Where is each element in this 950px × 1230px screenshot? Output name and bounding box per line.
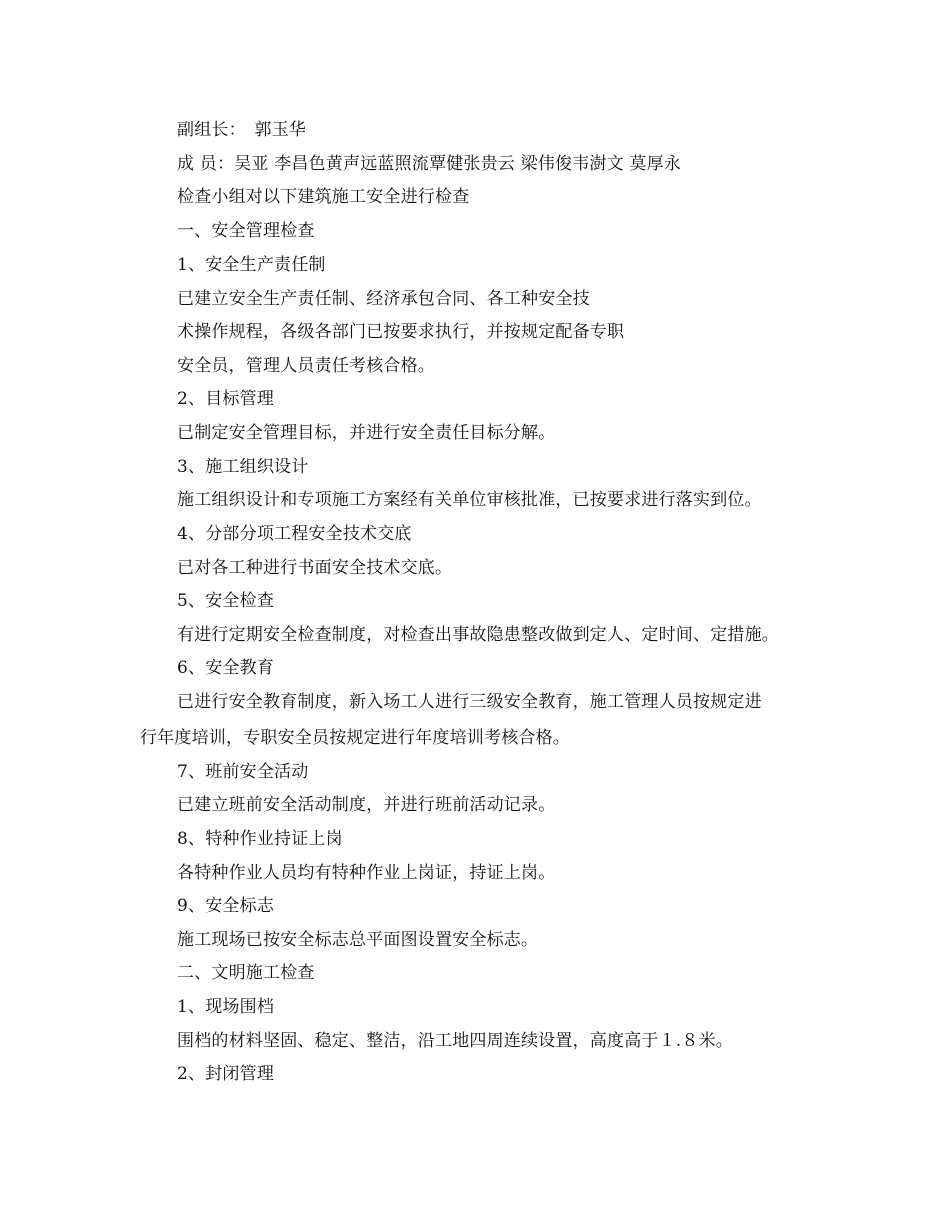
item-heading-construction-design: 3、施工组织设计	[177, 457, 309, 477]
paragraph-line: 各特种作业人员均有特种作业上岗证，持证上岗。	[177, 863, 556, 883]
paragraph-line: 已进行安全教育制度，新入场工人进行三级安全教育，施工管理人员按规定进	[177, 692, 762, 712]
item-heading-safety-signs: 9、安全标志	[177, 896, 275, 916]
item-heading-target-management: 2、目标管理	[177, 389, 275, 409]
paragraph-line: 施工现场已按安全标志总平面图设置安全标志。	[177, 930, 539, 950]
item-heading-special-operations: 8、特种作业持证上岗	[177, 829, 343, 849]
intro-line: 检查小组对以下建筑施工安全进行检查	[177, 187, 470, 207]
item-heading-closed-management: 2、封闭管理	[177, 1064, 275, 1084]
paragraph-line: 已对各工种进行书面安全技术交底。	[177, 558, 453, 578]
paragraph-line: 已建立安全生产责任制、经济承包合同、各工种安全技	[177, 289, 590, 309]
section-heading-civilized-construction: 二、文明施工检查	[177, 963, 315, 983]
paragraph-line: 施工组织设计和专项施工方案经有关单位审核批准，已按要求进行落实到位。	[177, 490, 762, 510]
item-heading-site-fencing: 1、现场围档	[177, 997, 275, 1017]
members-line: 成 员：吴亚 李昌色黄声远蓝照流覃健张贵云 梁伟俊韦澍文 莫厚永	[177, 154, 682, 174]
item-heading-technical-briefing: 4、分部分项工程安全技术交底	[177, 524, 412, 544]
paragraph-line: 围档的材料坚固、稳定、整洁，沿工地四周连续设置，高度高于１.８米。	[177, 1031, 734, 1051]
paragraph-line: 有进行定期安全检查制度，对检查出事故隐患整改做到定人、定时间、定措施。	[177, 625, 779, 645]
item-heading-pre-shift-activity: 7、班前安全活动	[177, 762, 309, 782]
paragraph-line: 已制定安全管理目标，并进行安全责任目标分解。	[177, 423, 556, 443]
item-heading-safety-education: 6、安全教育	[177, 658, 275, 678]
item-heading-responsibility: 1、安全生产责任制	[177, 255, 326, 275]
deputy-leader-line: 副组长： 郭玉华	[177, 120, 307, 140]
item-heading-safety-inspection: 5、安全检查	[177, 591, 275, 611]
paragraph-line: 安全员，管理人员责任考核合格。	[177, 356, 435, 376]
paragraph-line: 术操作规程，各级各部门已按要求执行，并按规定配备专职	[177, 322, 625, 342]
section-heading-safety-management: 一、安全管理检查	[177, 221, 315, 241]
paragraph-line: 行年度培训，专职安全员按规定进行年度培训考核合格。	[140, 728, 570, 748]
paragraph-line: 已建立班前安全活动制度，并进行班前活动记录。	[177, 795, 556, 815]
